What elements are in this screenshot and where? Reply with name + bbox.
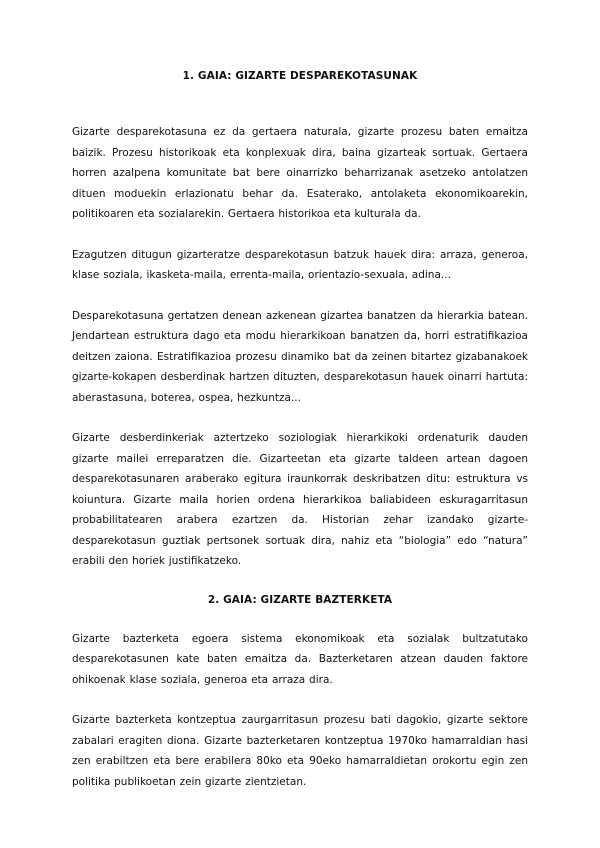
paragraph-1-4: Gizarte desberdinkeriak aztertzeko soziologiak hierarkikoki ordenaturik dauden gizarte mailei erreparatzen die. Gizarteetan eta gizarte taldeen artean dagoen desparekotasunaren araberako egitura iraunkorrak deskribatzen ditu: estruktura vs koiuntura. Gizarte maila horien ordena hierarkikoa baliabideen eskuragarritasun probabilitatearen arabera ezartzen da. Historian zehar izandako gizarte-desparekotasun guztiak pertsonek sortuak dira, nahiz eta “biologia” edo “natura” erabili den horiek justifikatzeko.	[72, 432, 528, 567]
paragraph-2-2: Gizarte bazterketa kontzeptua zaurgarritasun prozesu bati dagokio, gizarte sektore zabalari eragiten diona. Gizarte bazterketaren kontzeptua 1970ko hamarraldian hasi zen erabiltzen eta bere erabilera 80ko eta 90eko hamarraldietan orokortu egin zen politika publikoetan zein gizarte zientzietan.	[72, 714, 528, 788]
section-title-2: 2. GAIA: GIZARTE BAZTERKETA	[207, 593, 393, 606]
paragraph-1-3: Desparekotasuna gertatzen denean azkenean gizartea banatzen da hierarkia batean. Jendartean estruktura dago eta modu hierarkikoan banatzen da, horri estratifikazioa deitzen zaiona. Estratifikazioa prozesu dinamiko bat da zeinen bitartez gizabanakoek gizarte-kokapen desberdinak hartzen dituzten, desparekotasun hauek oinarri hartuta: aberastasuna, boterea, ospea, hezkuntza...	[72, 309, 528, 404]
paragraph-2-1: Gizarte bazterketa egoera sistema ekonomikoak eta sozialak bultzatutako desparekotasunen kate baten emaitza da. Bazterketaren atzean dauden faktore ohikoenak klase soziala, generoa eta arraza dira.	[72, 632, 528, 686]
paragraph-1-2: Ezagutzen ditugun gizarteratze desparekotasun batzuk hauek dira: arraza, generoa, klase soziala, ikasketa-maila, errenta-maila, orientazio-sexuala, adina...	[72, 248, 528, 281]
section-title-1: 1. GAIA: GIZARTE DESPAREKOTASUNAK	[182, 70, 418, 82]
paragraph-1-1: Gizarte desparekotasuna ez da gertaera naturala, gizarte prozesu baten emaitza baizik. Prozesu historikoak eta konplexuak dira, baina gizarteak sortuak. Gertaera horren azalpena komunitate bat bere oinarrizko beharrizanak asetzeko antolatzen dituen moduekin erlazionatu behar da. Esaterako, antolaketa ekonomikoarekin, politikoaren eta sozialarekin. Gertaera historikoa eta kulturala da.	[72, 126, 528, 220]
